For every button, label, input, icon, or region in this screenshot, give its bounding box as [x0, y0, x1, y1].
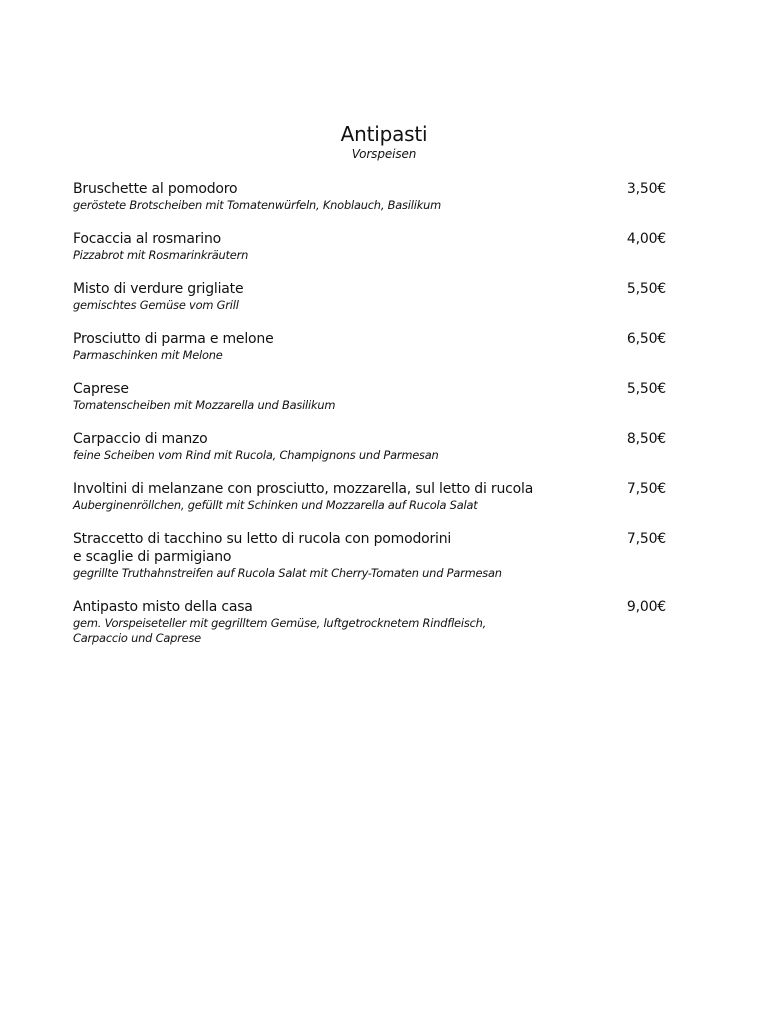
menu-item-price: 7,50€	[626, 481, 666, 497]
menu-item-description: gegrillte Truthahnstreifen auf Rucola Salat mit Cherry-Tomaten und Parmesan	[73, 566, 502, 580]
menu-item	[73, 230, 673, 263]
menu-item-description: Pizzabrot mit Rosmarinkräutern	[73, 248, 249, 262]
menu-item-price: 6,50€	[626, 331, 666, 347]
menu-item-name: Misto di verdure grigliate	[73, 281, 244, 297]
menu-item-name: Focaccia al rosmarino	[73, 231, 222, 247]
menu-item-description: geröstete Brotscheiben mit Tomatenwürfeln, Knoblauch, Basilikum	[73, 198, 442, 212]
menu-item-name: Straccetto di tacchino su letto di rucola con pomodorini e scaglie di parmigiano	[73, 531, 452, 565]
menu-item-description: gemischtes Gemüse vom Grill	[73, 298, 239, 312]
menu-item-name: Carpaccio di manzo	[73, 431, 208, 447]
menu-item-description: Parmaschinken mit Melone	[73, 348, 223, 362]
menu-item-description: gem. Vorspeiseteller mit gegrilltem Gemüse, luftgetrocknetem Rindfleisch, Carpaccio und Caprese	[73, 616, 487, 645]
menu-item	[73, 330, 673, 363]
menu-item-name: Involtini di melanzane con prosciutto, mozzarella, sul letto di rucola	[73, 481, 534, 497]
menu-header	[0, 122, 768, 162]
menu-item	[73, 480, 673, 513]
menu-item	[73, 530, 673, 581]
section-subtitle: Vorspeisen	[351, 147, 417, 161]
menu-item-name: Prosciutto di parma e melone	[73, 331, 274, 347]
menu-item-price: 3,50€	[626, 181, 666, 197]
menu-item-description: feine Scheiben vom Rind mit Rucola, Champignons und Parmesan	[73, 448, 439, 462]
menu-item	[73, 280, 673, 313]
menu-item-price: 4,00€	[626, 231, 666, 247]
menu-item-name: Bruschette al pomodoro	[73, 181, 238, 197]
section-title: Antipasti	[340, 122, 428, 146]
menu-item	[73, 180, 673, 213]
menu-item-price: 8,50€	[626, 431, 666, 447]
menu-item-price: 5,50€	[626, 381, 666, 397]
menu-item-price: 9,00€	[626, 599, 666, 615]
menu-item-name: Antipasto misto della casa	[73, 599, 253, 615]
menu-item	[73, 380, 673, 413]
menu-item	[73, 598, 673, 646]
menu-item-name: Caprese	[73, 381, 129, 397]
menu-item-description: Auberginenröllchen, gefüllt mit Schinken und Mozzarella auf Rucola Salat	[73, 498, 478, 512]
menu-item	[73, 430, 673, 463]
menu-item-price: 5,50€	[626, 281, 666, 297]
menu-item-description: Tomatenscheiben mit Mozzarella und Basilikum	[73, 398, 336, 412]
menu-item-price: 7,50€	[626, 531, 666, 547]
menu-list	[73, 180, 673, 663]
